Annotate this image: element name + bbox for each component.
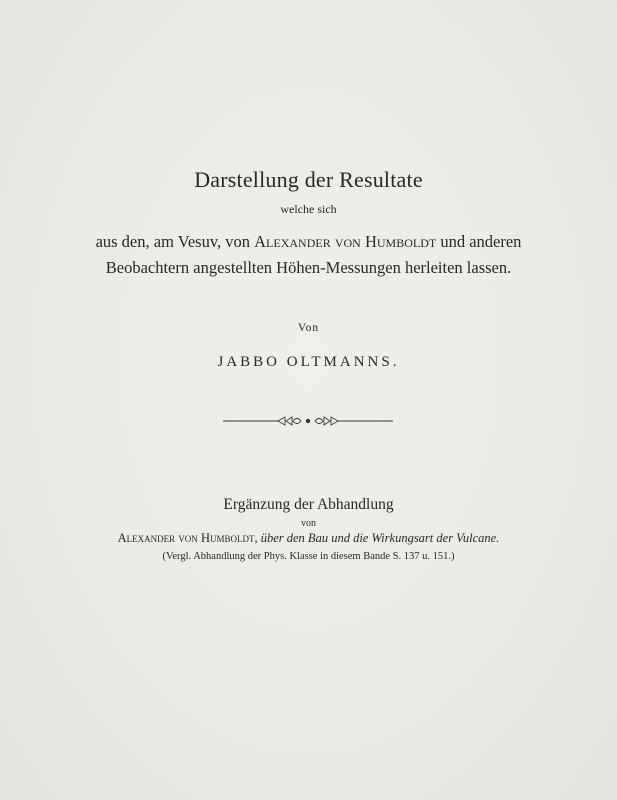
person-name: Alexander: [117, 531, 176, 545]
person-name-particle: von: [175, 531, 201, 545]
subtitle-line-2: [0, 232, 617, 252]
person-name: Humboldt: [364, 232, 437, 251]
person-name: Humboldt: [200, 531, 255, 545]
work-title: über den Bau und die Wirkungsart der Vulcane.: [260, 531, 500, 545]
subtitle-text: aus den, am Vesuv, von: [95, 232, 255, 251]
supplement-title: Ergänzung der Abhandlung: [223, 496, 394, 513]
subtitle-line-1: welche sich: [280, 202, 337, 216]
subtitle-text: und anderen: [436, 232, 522, 251]
author-name: JABBO OLTMANNS.: [217, 354, 400, 370]
person-name-particle: von: [330, 232, 365, 251]
person-name: Alexander: [254, 232, 331, 251]
by-label: Von: [297, 322, 320, 334]
supplement-by-label: von: [301, 518, 316, 529]
document-title: Darstellung der Resultate: [194, 167, 423, 192]
ornament-divider-icon: [223, 414, 393, 428]
subtitle-line-3: Beobachtern angestellten Höhen-Messungen herleiten lassen.: [105, 258, 512, 277]
supplement-reference: [0, 531, 617, 546]
reference-separator: ,: [254, 531, 261, 545]
citation-note: (Vergl. Abhandlung der Phys. Klasse in diesem Bande S. 137 u. 151.): [162, 551, 455, 562]
